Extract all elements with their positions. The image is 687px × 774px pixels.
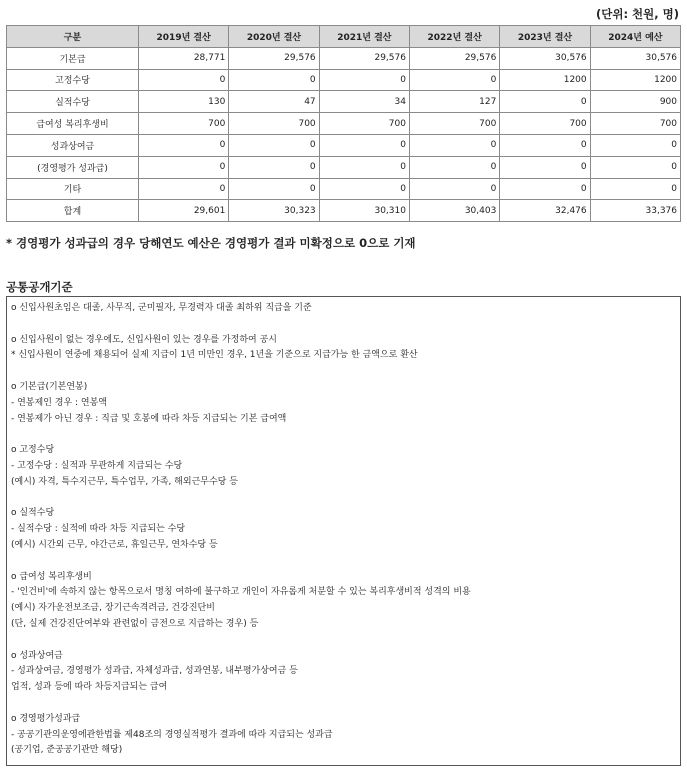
row-label: 성과상여금 <box>7 134 139 156</box>
table-cell: 1200 <box>500 69 590 91</box>
table-cell: 0 <box>319 134 409 156</box>
criteria-line: o 경영평가성과급 <box>11 713 81 724</box>
salary-table <box>6 25 681 222</box>
table-cell: 0 <box>409 156 499 178</box>
table-cell: 0 <box>139 156 229 178</box>
table-cell: 700 <box>590 113 680 135</box>
table-header-row <box>7 26 681 48</box>
table-cell: 0 <box>409 69 499 91</box>
table-cell: 30,576 <box>590 47 680 69</box>
table-cell: 33,376 <box>590 200 680 222</box>
table-cell: 0 <box>590 156 680 178</box>
table-cell: 0 <box>590 134 680 156</box>
table-cell: 0 <box>500 178 590 200</box>
criteria-block <box>11 570 676 633</box>
table-cell: 900 <box>590 91 680 113</box>
table-cell: 0 <box>139 69 229 91</box>
criteria-line: o 성과상여금 <box>11 650 63 661</box>
criteria-line: o 신입사원이 없는 경우에도, 신입사원이 있는 경우를 가정하여 공시 <box>11 334 277 345</box>
criteria-block <box>11 649 676 696</box>
row-label: 급여성 복리후생비 <box>7 113 139 135</box>
column-header: 2020년 결산 <box>229 26 319 48</box>
table-cell: 34 <box>319 91 409 113</box>
criteria-line: o 실적수당 <box>11 508 55 519</box>
section-title: 공통공개기준 <box>6 280 73 294</box>
criteria-block <box>11 712 676 759</box>
criteria-line: o 고정수당 <box>11 445 55 456</box>
table-cell: 0 <box>319 156 409 178</box>
criteria-line: - 고정수당 : 실적과 무관하게 지급되는 수당 <box>11 460 183 471</box>
table-cell: 1200 <box>590 69 680 91</box>
row-label: 합계 <box>7 200 139 222</box>
criteria-line: o 신입사원초임은 대졸, 사무직, 군미필자, 무경력자 대졸 최하위 직급을 기준 <box>11 303 312 313</box>
criteria-box <box>6 296 681 766</box>
criteria-line: - '인건비'에 속하지 않는 항목으로서 명칭 여하에 불구하고 개인이 자유롭게 처분할 수 있는 복리후생비적 성격의 비용 <box>11 587 471 598</box>
column-header: 구분 <box>7 26 139 48</box>
criteria-line: o 급여성 복리후생비 <box>11 571 92 582</box>
table-cell: 0 <box>409 134 499 156</box>
table-row <box>7 47 681 69</box>
table-cell: 700 <box>139 113 229 135</box>
table-body <box>7 47 681 221</box>
criteria-line: (예시) 자격, 특수지근무, 특수업무, 가족, 해외근무수당 등 <box>11 476 238 487</box>
column-header: 2021년 결산 <box>319 26 409 48</box>
table-cell: 28,771 <box>139 47 229 69</box>
criteria-line: - 연봉제인 경우 : 연봉액 <box>11 397 107 408</box>
table-cell: 0 <box>139 134 229 156</box>
table-cell: 0 <box>229 156 319 178</box>
table-cell: 29,576 <box>409 47 499 69</box>
criteria-block <box>11 301 676 317</box>
table-cell: 30,310 <box>319 200 409 222</box>
table-cell: 127 <box>409 91 499 113</box>
criteria-line: (예시) 자가운전보조금, 장기근속격려금, 건강진단비 <box>11 603 215 614</box>
criteria-line: * 신입사원이 연중에 채용되어 실제 지급이 1년 미만인 경우, 1년을 기준으로 지급가능 한 금액으로 환산 <box>11 350 418 361</box>
table-cell: 0 <box>229 69 319 91</box>
column-header: 2019년 결산 <box>139 26 229 48</box>
row-label: 실적수당 <box>7 91 139 113</box>
table-cell: 29,601 <box>139 200 229 222</box>
table-cell: 700 <box>319 113 409 135</box>
criteria-line: o 기본급(기본연봉) <box>11 381 88 392</box>
criteria-line: (단, 실제 건강진단여부와 관련없이 금전으로 지급하는 경우) 등 <box>11 618 259 629</box>
row-label: 기본급 <box>7 47 139 69</box>
criteria-block <box>11 506 676 553</box>
table-cell: 32,476 <box>500 200 590 222</box>
criteria-line: (공기업, 준공공기관만 해당) <box>11 745 123 756</box>
row-label: 고정수당 <box>7 69 139 91</box>
table-row <box>7 91 681 113</box>
criteria-line: - 공공기관의운영에관한법률 제48조의 경영실적평가 결과에 따라 지급되는 성과급 <box>11 729 333 740</box>
row-label: (경영평가 성과급) <box>7 156 139 178</box>
table-row <box>7 69 681 91</box>
table-cell: 700 <box>500 113 590 135</box>
table-row <box>7 178 681 200</box>
table-row <box>7 113 681 135</box>
column-header: 2022년 결산 <box>409 26 499 48</box>
criteria-line: - 성과상여금, 경영평가 성과급, 자체성과급, 성과연봉, 내부평가상여금 등 <box>11 666 298 677</box>
footnote: * 경영평가 성과급의 경우 당해연도 예산은 경영평가 결과 미확정으로 0으로 기재 <box>6 236 416 250</box>
table-cell: 0 <box>500 91 590 113</box>
table-cell: 30,576 <box>500 47 590 69</box>
table-row <box>7 134 681 156</box>
table-cell: 29,576 <box>319 47 409 69</box>
table-cell: 0 <box>409 178 499 200</box>
criteria-line: 업적, 성과 등에 따라 차등지급되는 급여 <box>11 682 168 693</box>
table-row <box>7 200 681 222</box>
table-cell: 0 <box>500 134 590 156</box>
column-header: 2023년 결산 <box>500 26 590 48</box>
criteria-line: - 연봉제가 아닌 경우 : 직급 및 호봉에 따라 차등 지급되는 기본 급여액 <box>11 413 287 424</box>
table-cell: 0 <box>139 178 229 200</box>
table-cell: 30,323 <box>229 200 319 222</box>
table-cell: 0 <box>229 134 319 156</box>
criteria-block <box>11 333 676 365</box>
table-cell: 0 <box>500 156 590 178</box>
row-label: 기타 <box>7 178 139 200</box>
table-row <box>7 156 681 178</box>
column-header: 2024년 예산 <box>590 26 680 48</box>
unit-note: (단위: 천원, 명) <box>595 7 679 21</box>
table-cell: 0 <box>590 178 680 200</box>
table-cell: 0 <box>229 178 319 200</box>
criteria-line: - 실적수당 : 실적에 따라 차등 지급되는 수당 <box>11 524 186 535</box>
table-cell: 0 <box>319 178 409 200</box>
criteria-line: (예시) 시간외 근무, 야간근로, 휴일근무, 연차수당 등 <box>11 539 218 550</box>
table-cell: 30,403 <box>409 200 499 222</box>
table-cell: 700 <box>409 113 499 135</box>
table-cell: 0 <box>319 69 409 91</box>
table-cell: 130 <box>139 91 229 113</box>
table-cell: 29,576 <box>229 47 319 69</box>
criteria-block <box>11 380 676 427</box>
table-cell: 47 <box>229 91 319 113</box>
table-cell: 700 <box>229 113 319 135</box>
criteria-block <box>11 443 676 490</box>
